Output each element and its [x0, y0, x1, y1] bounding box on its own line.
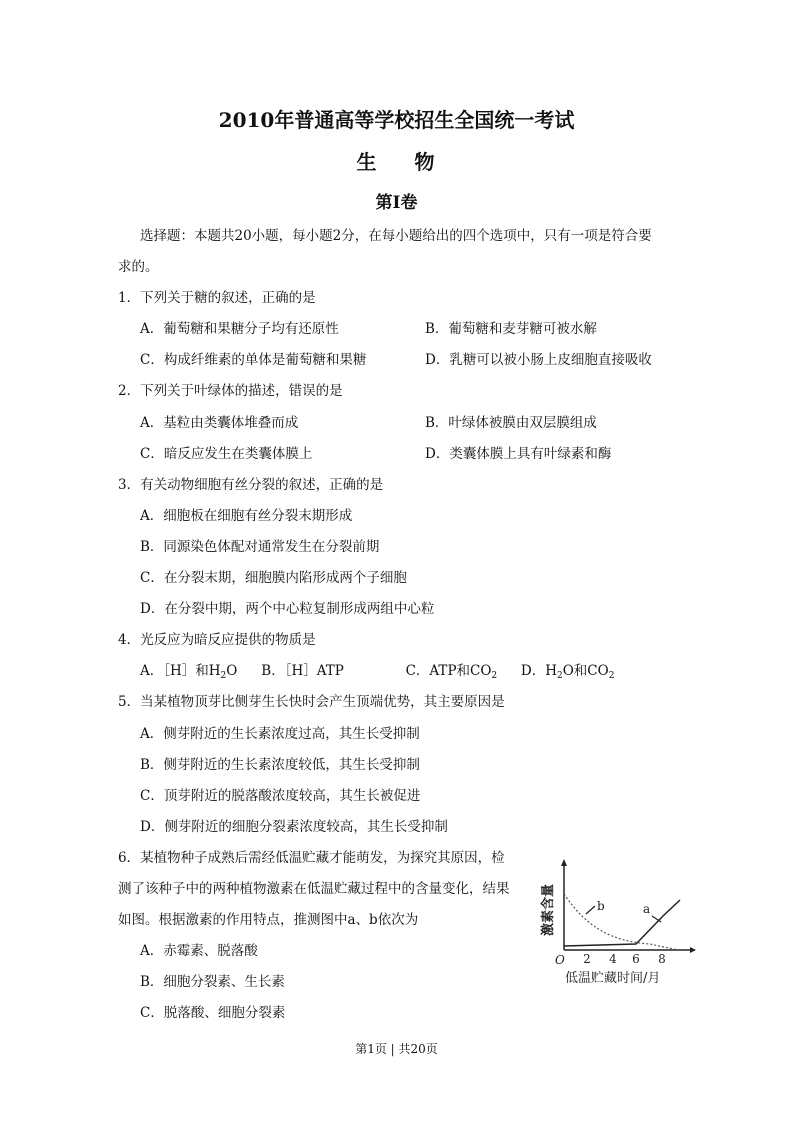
q4-option-d: D．$H_2O$和$CO_2$ [520, 663, 615, 682]
hormone-content-figure [540, 858, 700, 993]
x-tick-6: 6 [632, 952, 640, 966]
q2-option-d: D．类囊体膜上具有叶绿素和酶 [425, 445, 612, 462]
q5-option-a: A．侧芽附近的生长素浓度过高，其生长受抑制 [140, 725, 420, 742]
intro-line-1: 选择题：本题共20小题，每小题2分，在每小题给出的四个选项中，只有一项是符合要 [140, 228, 652, 244]
intro-line-2: 求的。 [118, 259, 159, 276]
y-axis-arrow [561, 859, 567, 866]
q6-option-a: A．赤霉素、脱落酸 [140, 943, 258, 960]
q5-option-c: C．顶芽附近的脱落酸浓度较高，其生长被促进 [140, 787, 421, 804]
q1-stem: 1．下列关于糖的叙述，正确的是 [118, 290, 316, 307]
q4-stem: 4．光反应为暗反应提供的物质是 [118, 632, 316, 649]
x-tick-2: 2 [583, 952, 591, 966]
q1-option-c: C．构成纤维素的单体是葡萄糖和果糖 [140, 352, 367, 369]
q6-stem-1: 6．某植物种子成熟后需经低温贮藏才能萌发，为探究其原因，检 [118, 849, 505, 866]
x-axis-arrow [690, 947, 696, 953]
q3-stem: 3．有关动物细胞有丝分裂的叙述，正确的是 [118, 476, 384, 493]
part-title: 第I卷 [375, 193, 418, 213]
q1-option-b: B．葡萄糖和麦芽糖可被水解 [425, 321, 597, 338]
origin-label: O [555, 953, 565, 967]
q4-option-b: B．［H］ATP [261, 663, 344, 680]
q2-option-a: A．基粒由类囊体堆叠而成 [140, 414, 299, 431]
q3-option-b: B．同源染色体配对通常发生在分裂前期 [140, 538, 380, 555]
curve-a [564, 900, 680, 946]
label-a: a [643, 902, 651, 916]
x-tick-4: 4 [609, 952, 617, 966]
q6-option-c: C．脱落酸、细胞分裂素 [140, 1005, 286, 1022]
x-axis-label: 低温贮藏时间/月 [565, 971, 661, 986]
exam-title: 2010年普通高等学校招生全国统一考试 [218, 108, 575, 132]
subject-title [0, 146, 793, 175]
subject-char-2: 物 [414, 150, 437, 174]
q5-stem: 5．当某植物顶芽比侧芽生长快时会产生顶端优势，其主要原因是 [118, 694, 505, 711]
q6-option-b: B．细胞分裂素、生长素 [140, 974, 285, 991]
q5-option-b: B．侧芽附近的生长素浓度较低，其生长受抑制 [140, 756, 420, 773]
q5-option-d: D．侧芽附近的细胞分裂素浓度较高，其生长受抑制 [140, 818, 448, 835]
q2-option-c: C．暗反应发生在类囊体膜上 [140, 445, 313, 462]
q3-option-d: D．在分裂中期，两个中心粒复制形成两组中心粒 [140, 601, 435, 618]
q1-option-a: A．葡萄糖和果糖分子均有还原性 [140, 321, 339, 338]
q4-option-c: C．ATP和$CO_2$ [405, 663, 498, 682]
y-axis-label: 激素含量 [541, 883, 556, 937]
page-footer: 第1页 | 共20页 [355, 1042, 438, 1056]
label-b: b [597, 899, 605, 913]
x-tick-8: 8 [658, 952, 666, 966]
q2-option-b: B．叶绿体被膜由双层膜组成 [425, 414, 597, 431]
subject-char-1: 生 [356, 150, 379, 174]
q4-option-a: A．［H］和$H_2O$ [140, 663, 238, 682]
q3-option-c: C．在分裂末期，细胞膜内陷形成两个子细胞 [140, 570, 407, 587]
q1-option-d: D．乳糖可以被小肠上皮细胞直接吸收 [425, 352, 652, 369]
q6-stem-2: 测了该种子中的两种植物激素在低温贮藏过程中的含量变化，结果 [118, 880, 510, 897]
q6-stem-3: 如图。根据激素的作用特点，推测图中a、b依次为 [118, 912, 419, 929]
q3-option-a: A．细胞板在细胞有丝分裂末期形成 [140, 507, 353, 524]
q2-stem: 2．下列关于叶绿体的描述，错误的是 [118, 383, 343, 400]
